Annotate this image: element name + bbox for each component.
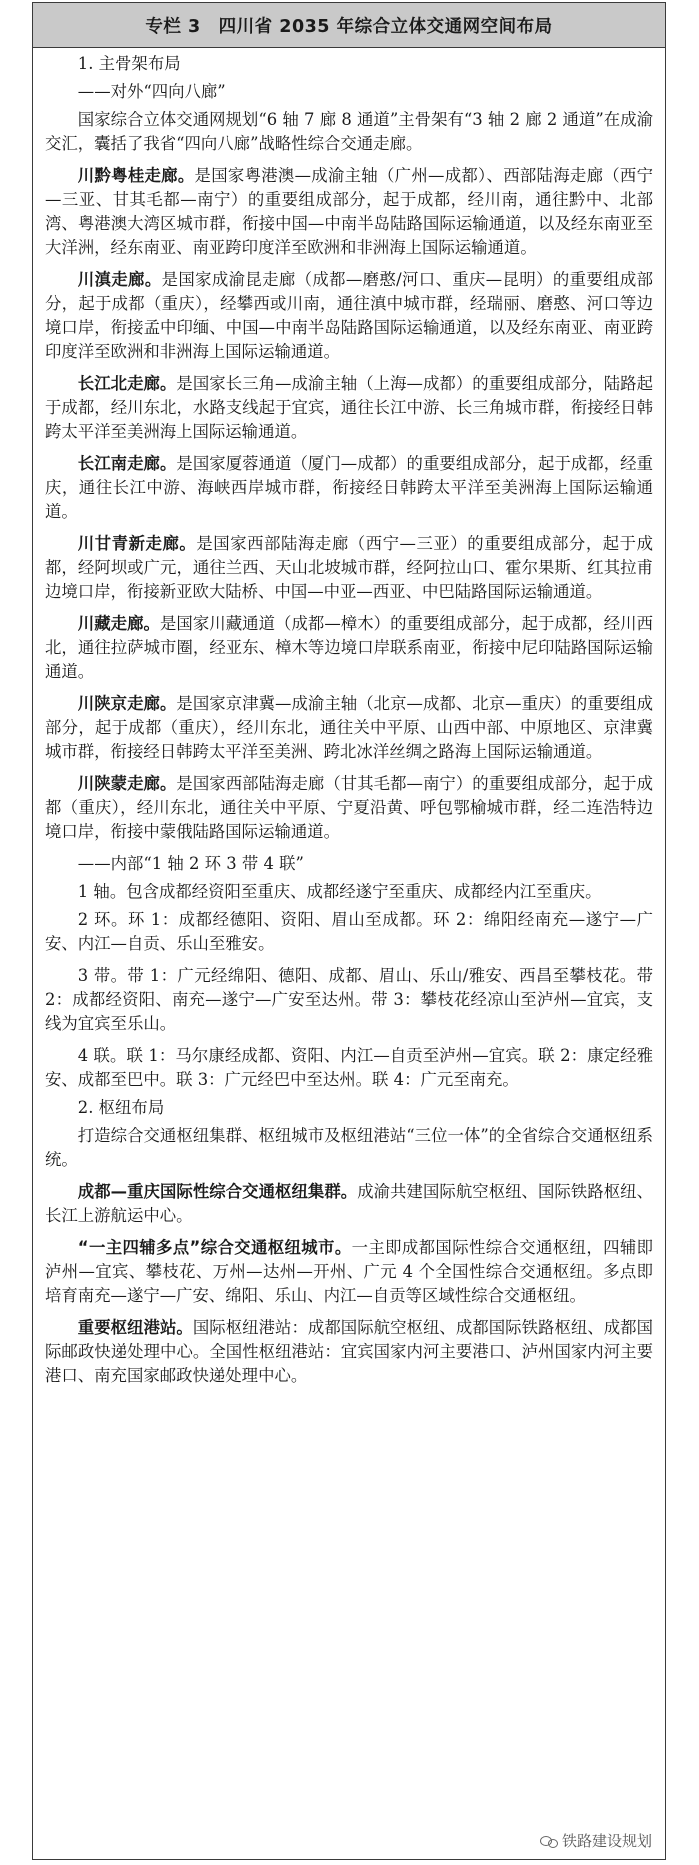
corridor-title: 川滇走廊。 [77, 270, 162, 289]
paragraph-belts: 3 带。带 1：广元经绵阳、德阳、成都、眉山、乐山/雅安、西昌至攀枝花。带 2：成都经资阳、南充—遂宁—广安至达州。带 3：攀枝花经凉山至泸州—宜宾，支线为宜宾至乐山。 [45, 966, 653, 1033]
wechat-icon [540, 1834, 558, 1848]
paragraph-links: 4 联。联 1：马尔康经成都、资阳、内江—自贡至泸州—宜宾。联 2：康定经雅安、成都至巴中。联 3：广元经巴中至达州。联 4：广元至南充。 [45, 1046, 653, 1089]
corridor-title: 川藏走廊。 [77, 614, 160, 633]
corridor-text: 是国家长三角—成渝主轴（上海—成都）的重要组成部分，陆路起于成都，经川东北，水路支线起于宜宾，通往长江中游、长三角城市群，衔接经日韩跨太平洋至美洲海上国际运输通道。 [45, 374, 654, 441]
corridor-title: 川陕蒙走廊。 [77, 774, 177, 793]
corridor-title: 川陕京走廊。 [77, 694, 177, 713]
column-box [32, 2, 666, 1860]
corridor-text: 是国家京津冀—成渝主轴（北京—成都、北京—重庆）的重要组成部分，起于成都（重庆），经川东北，通往关中平原、山西中部、中原地区、京津冀城市群，衔接经日韩跨太平洋至美洲、跨北冰洋丝绸之路海上国际运输通道。 [45, 694, 654, 761]
corridor-text: 是国家厦蓉通道（厦门—成都）的重要组成部分，起于成都，经重庆，通往长江中游、海峡西岸城市群，衔接经日韩跨太平洋至美洲海上国际运输通道。 [45, 454, 654, 521]
corridor-title: 长江南走廊。 [77, 454, 177, 473]
paragraph-corridor-5 [45, 532, 653, 604]
paragraph-hub-stations [45, 1316, 653, 1388]
corridor-text: 是国家川藏通道（成都—樟木）的重要组成部分，起于成都，经川西北，通往拉萨城市圈，经亚东、樟木等边境口岸联系南亚，衔接中尼印陆路国际运输通道。 [45, 614, 654, 681]
paragraph-corridor-1 [45, 164, 653, 260]
corridor-text: 是国家粤港澳—成渝主轴（广州—成都）、西部陆海走廊（西宁—三亚、甘其毛都—南宁）的重要组成部分，起于成都，经川南，通往黔中、北部湾、粤港澳大湾区城市群，衔接中国—中南半岛陆路国际运输通道，以及经东南亚至大洋洲，经东南亚、南亚跨印度洋至欧洲和非洲海上国际运输通道。 [45, 166, 654, 257]
box-content [33, 48, 665, 1388]
section-heading-1: 1. 主骨架布局 [77, 54, 181, 73]
paragraph-corridor-3 [45, 372, 653, 444]
subheading-internal: ——内部“1 轴 2 环 3 带 4 联” [77, 854, 304, 873]
corridor-title: 川甘青新走廊。 [77, 534, 197, 553]
paragraph-hub-cities [45, 1236, 653, 1308]
hub-title: 重要枢纽港站。 [77, 1318, 193, 1337]
paragraph-axis: 1 轴。包含成都经资阳至重庆、成都经遂宁至重庆、成都经内江至重庆。 [77, 882, 602, 901]
hub-title: 成都—重庆国际性综合交通枢纽集群。 [77, 1182, 358, 1201]
corridor-title: 川黔粤桂走廊。 [77, 166, 195, 185]
hub-title: “一主四辅多点”综合交通枢纽城市。 [77, 1238, 352, 1257]
paragraph-corridor-6 [45, 612, 653, 684]
box-title: 专栏 3 四川省 2035 年综合立体交通网空间布局 [33, 3, 665, 48]
paragraph-hub-cluster [45, 1180, 653, 1228]
paragraph-corridor-7 [45, 692, 653, 764]
paragraph-corridor-4 [45, 452, 653, 524]
paragraph-hub-intro: 打造综合交通枢纽集群、枢纽城市及枢纽港站“三位一体”的全省综合交通枢纽系统。 [45, 1126, 653, 1169]
corridor-text: 是国家西部陆海走廊（甘其毛都—南宁）的重要组成部分，起于成都（重庆），经川东北，通往关中平原、宁夏沿黄、呼包鄂榆城市群，经二连浩特边境口岸，衔接中蒙俄陆路国际运输通道。 [45, 774, 654, 841]
paragraph-corridor-8 [45, 772, 653, 844]
corridor-text: 是国家成渝昆走廊（成都—磨憨/河口、重庆—昆明）的重要组成部分，起于成都（重庆），经攀西或川南，通往滇中城市群，经瑞丽、磨憨、河口等边境口岸，衔接孟中印缅、中国—中南半岛陆路国际运输通道，以及经东南亚、南亚跨印度洋至欧洲和非洲海上国际运输通道。 [45, 270, 653, 361]
watermark [540, 1830, 652, 1851]
hub-text: 国际枢纽港站：成都国际航空枢纽、成都国际铁路枢纽、成都国际邮政快递处理中心。全国性枢纽港站：宜宾国家内河主要港口、泸州国家内河主要港口、南充国家邮政快递处理中心。 [45, 1318, 654, 1385]
hub-text: 成渝共建国际航空枢纽、国际铁路枢纽、长江上游航运中心。 [45, 1182, 653, 1225]
paragraph-intro: 国家综合立体交通网规划“6 轴 7 廊 8 通道”主骨架有“3 轴 2 廊 2 通道”在成渝交汇，囊括了我省“四向八廊”战略性综合交通走廊。 [45, 110, 653, 153]
paragraph-rings: 2 环。环 1：成都经德阳、资阳、眉山至成都。环 2：绵阳经南充—遂宁—广安、内江—自贡、乐山至雅安。 [45, 910, 653, 953]
paragraph-corridor-2 [45, 268, 653, 364]
section-heading-2: 2. 枢纽布局 [77, 1098, 165, 1117]
subheading-external: ——对外“四向八廊” [77, 82, 226, 101]
corridor-text: 是国家西部陆海走廊（西宁—三亚）的重要组成部分，起于成都，经阿坝或广元，通往兰西、天山北坡城市群，经阿拉山口、霍尔果斯、红其拉甫边境口岸，衔接新亚欧大陆桥、中国—中亚—西亚、中巴陆路国际运输通道。 [45, 534, 654, 601]
watermark-text: 铁路建设规划 [562, 1832, 653, 1850]
corridor-title: 长江北走廊。 [77, 374, 177, 393]
hub-text: 一主即成都国际性综合交通枢纽，四辅即泸州—宜宾、攀枝花、万州—达州—开州、广元 4 个全国性综合交通枢纽。多点即培育南充—遂宁—广安、绵阳、乐山、内江—自贡等区域性综合交通枢纽。 [45, 1238, 654, 1305]
